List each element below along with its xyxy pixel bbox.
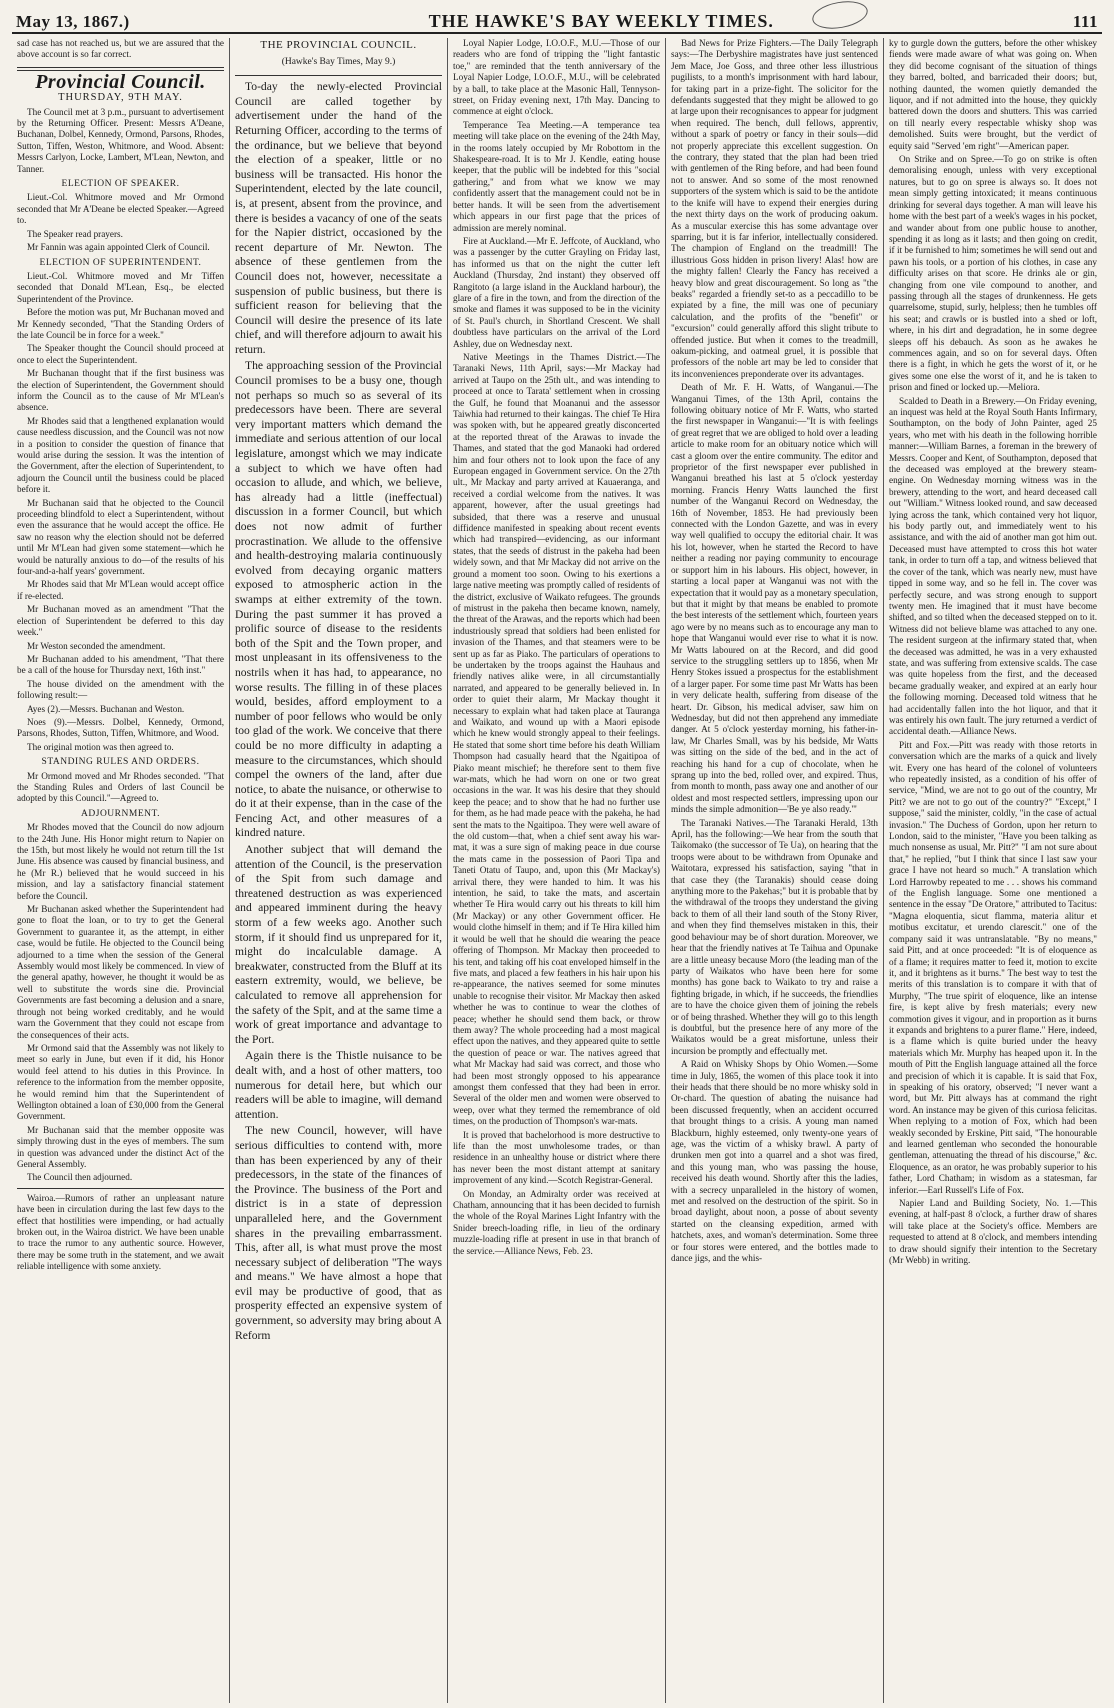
column-3 [448, 38, 666, 1703]
paragraph: The Speaker thought the Council should proceed at once to elect the Superintendent. [17, 343, 224, 365]
paragraph-whisky-raid-continued: ky to gurgle down the gutters, before the other whiskey fiends were made aware of what was going on. When they did become cognisant of the situation of things they barred, bolted, and barricaded their doors; but, nothing daunted, the women quietly demanded the liquor, and if not admitted into the house, they quickly battered down the doors and shutters. This was carried on till nearly every respectable whisky shop was demolished. Suits were brought, but the verdict of equity said "Served 'em right"—American paper. [889, 38, 1097, 151]
divider [17, 1188, 224, 1189]
paragraph: Mr Rhodes said that Mr M'Lean would accept office if re-elected. [17, 579, 224, 601]
paragraph-admiralty-order: On Monday, an Admiralty order was received at Chatham, announcing that it has been decided to furnish the whole of the Royal Marines Light Infantry with the Snider breech-loading rifle, in lieu of the ordinary muzzle-loading rifle at present in use in that branch of the service.—Alliance News, Feb. 23. [453, 1188, 660, 1256]
paragraph: Lieut.-Col. Whitmore moved and Mr Ormond seconded that Mr A'Deane be elected Speaker.—Agreed to. [17, 192, 224, 226]
paragraph-pitt-and-fox: Pitt and Fox.—Pitt was ready with those retorts in conversation which are the marks of a quick and lively wit. Every one has heard of the colonel of volunteers who repeatedly insisted, as a condition of his offer of service, "Mind, we are not to go out of the country, Mr Pitt? we are not to go out of the country?" "Except," I suppose," said the minister, coldly, "in the case of actual invasion." The Duchess of Gordon, upon her return to London, said to the minister, "Have you been talking as much nonsense as usual, Mr. Pitt?" "I am not sure about that," he replied, "but I think that since I last saw your grace I have not heard so much." A translation which Lord Harrowby repeated to me . . . shows his command of the English language. Some one mentioned a sentence in the essay "De Oratore," attributed to Tacitus: "Magna eloquentia, sicut flamma, materia alitur et motibus excitatur, et urendo clarescit." one of the company said it was untranslatable. "By no means," said Pitt, and at once proceeded: "It is of eloquence as of a flame; it requires matter to feed it, motion to excite it, and it brightens as it burns." The best way to test the merits of this translation is to compare it with that of Murphy, "The true spirit of eloquence, like an intense fire, is kept alive by fresh materials; every new commotion gives it vigour, and in proportion as it burns it expands and brightens to a purer flame." Here, indeed, is a flame which is quite buried under the heavy materials which Mr. Murphy has heaped upon it. In the mouth of Pitt the English language attained all the force and precision of which it is capable. It is said that Fox, in speaking of his oratory, observed; "I never want a word, but Mr. Pitt always has at command the right word. An instance may be given of this curiosa felicitas. When replying to a motion of Fox, which had been weakly seconded by Erskine, Pitt said, "The honourable and learned gentleman who seconded the honourable gentleman, attenuating the thread of his discourse," &c. Eloquence, as an orator, he was probably superior to his father, Lord Chatham; in wisdom as a statesman, far inferior.—Earl Russell's Life of Fox. [889, 739, 1097, 1195]
issue-date: May 13, 1867.) [16, 12, 130, 31]
paragraph: Mr Weston seconded the amendment. [27, 640, 166, 651]
paragraph: Mr Fannin was again appointed Clerk of Council. [27, 242, 210, 253]
paragraph: Mr Ormond moved and Mr Rhodes seconded. "That the Standing Rules and Orders of last Council be adopted by this Council."—Agreed to. [17, 770, 224, 804]
paragraph-on-strike: On Strike and on Spree.—To go on strike is often demoralising enough, unless with very exceptional natures, but to go on spree is always so. It does not mean simply getting intoxicated; it means continuous drinking for several days together. A man will leave his home with the best part of a week's wages in his pocket, and wander about from one public house to another, spending it as long as it lasts; and then going on credit, if it be furnished to him; sometimes he will send out and pawn his tools, or a portion of his clothes, in case any difficulty arises on that score. He drinks ale or gin, changing from one vile compound to another, and passing through all the stages of drunkenness. He gets quarrelsome, stupid, surly, helpless; then he tumbles off his seat; and crawls or is bustled into a shed or loft, where, in his dirt and degradation, he in some degree sleeps off his debauch. As soon as he awakes he commences again, and so on for several days. Often there is a fight, in which he gets the worst of it, or he gives some one else the worst of it, and he is taken to prison and fined or locked up.—Meliora. [889, 154, 1097, 393]
paragraph: Lieut.-Col. Whitmore moved and Mr Tiffen seconded that Donald M'Lean, Esq., be elected Superintendent of the Province. [17, 270, 224, 304]
paragraph: The house divided on the amendment with the following result:— [17, 678, 224, 701]
section-heading-provincial-council: Provincial Council. [35, 70, 206, 93]
newspaper-title: THE HAWKE'S BAY WEEKLY TIMES. [428, 11, 774, 31]
paragraph-native-meetings: Native Meetings in the Thames District.—The Taranaki News, 11th April, says:—Mr Mackay had arrived at Taupo on the 25th ult., and was intending to proceed at once to Tarata' settlement when in crossing the Gulf, he found that Moananui and the assessor Taiwhia had returned to their kaingas. The chief Te Hira was spoken with, but he appeared greatly disconcerted at the reported threat of the Arawas to invade the Thames, and stated that the god Manaoki had ordered him and four others not to look upon the face of any European engaged in Government service. On the 27th ult., Mr Mackay and party arrived at Kauaeranga, and received a cordial welcome from the natives. It was apparent, however, after the usual greetings had subsided, that there was a reserve and unusual diffidence manifested in speaking about recent events which had transpired—evidencing, as our informant states, that the seeds of distrust in the pakeha had been widely sown, and that Mr Mackay did not arrive on the ground a moment too soon. Owing to his exertions a large native meeting was promptly called of residents of the district, exclusive of Waikato refugees. The grounds of mistrust in the pakeha then became known, namely, the threat of the Arawas, and the reports which had been industriously spread that soldiers had been enlisted for invasion of the Thames, and that steamers were to be sent up as far as Piako. The particulars of operations to be undertaken by the troops against the Hauhaus and friendly natives alike were, in all circumstantially narrated, and appeared to be generally believed in. In order to quiet their alarm, Mr Mackay thought it necessary to explain what had taken place at Tauranga and Waikato, and wound up with a Maori episode which he knew would strongly appeal to their feelings. He stated that some short time before his death William Thompson had casually heard that the Ngaitipoa of Piako meant mischief; he therefore sent to them five war-mats, which he had worn on one or two great occasions in the war. It was his desire that they should keep the peace; and to show that he had no further use for them, as he had made peace with the pakeha, he had sent the mats to the Ngaitipoa. They were well aware of the old custom—that, when a chief sent away his war-mat, it was a sure sign of making peace in due course the mats came in the possession of Paori Tipa and Taneti Otatu of Taupo, and, upon this (Mr Mackay's) arrival there, they were handed to him. It was his intention, he said, to take the mats, and ascertain whether Te Hira would carry out his threats to kill him (Mr Mackay) or any other Government officer. He would clothe himself in them; and if Te Hira killed him it would be well that he should die wearing the peace offering of Thompson. Mr Mackay then proceeded to his tent, and taking off his coat enveloped himself in the five mats, and placed a few feathers in his hair upon his re-appearance, the natives seemed for some minutes unable to recognise their visitor. Mr Mackay then asked whether he was to continue to wear the clothes of peace; whether he should send them back, or throw them away? The whole proceeding had a most magical effect upon the natives, and they appeared quite to settle the question of peace or war. The natives agreed that what Mr Mackay had said was correct, and those who had been most strongly opposed to his appearance amongst them confessed that they had been in error. Several of the older men and women were observed to weep, over what they termed the remembrance of old times, on the production of Thompson's war-mats. [453, 351, 660, 1127]
paragraph-building-society: Napier Land and Building Society, No. 1.—This evening, at half-past 8 o'clock, a further draw of shares will take place at the Society's office. Members are requested to attend at 8 o'clock, and members intending to draw should signify their intention to the Secretary (Mr Webb) in writing. [889, 1198, 1097, 1266]
paragraph: Mr Buchanan asked whether the Superintendent had gone to float the loan, or to try to get the General Government to guarantee it, as the attempt, in either case, would be futile. He objected to the Council being adjourned to a time when the session of the General Assembly would most likely be commenced. In view of the general apathy, however, he thought it would be as well to substitute the words sine die. Provincial Governments are fast becoming a delusion and a snare, through not being worked creditably, and he would warn the Government that they could not escape from the consequences of their acts. [17, 904, 224, 1040]
paragraph: Mr Rhodes moved that the Council do now adjourn to the 24th June. His Honor might return to Napier on the 15th, but most likely he would not return till the 1st June. His absence was caused by financial business, and he (Mr R.) believed that he would succeed in his mission, and lay a satisfactory financial statement before the Council. [17, 822, 224, 901]
column-2 [230, 38, 448, 1703]
paragraph: The original motion was then agreed to. [27, 741, 174, 752]
paragraph-fire-at-auckland: Fire at Auckland.—Mr E. Jeffcote, of Auckland, who was a passenger by the cutter Grayling on Friday last, has informed us that on the night the cutter left Auckland (Thursday, 2nd instant) they observed off Rangitoto (a large island in the Auckland harbour), the glare of a fire in the town, and from the direction of the smoke and flames it was supposed to be in the vicinity of St. Paul's church, in Shortland Crescent. We shall doubtless have particulars on the arrival of the Lord Ashley, due on Wednesday next. [453, 235, 660, 349]
paragraph-death-of-watts: Death of Mr. F. H. Watts, of Wanganui.—The Wanganui Times, of the 13th April, contains the following obituary notice of Mr F. Watts, who started the first newspaper in Wanganui:—"It is with feelings of great regret that we are obliged to hold over a leading article to make room for an obituary notice which will cast a gloom over the entire community. The editor and proprietor of the first newspaper ever published in Wanganui breathed his last at 5 o'clock yesterday morning. Francis Henry Watts launched the first number of the Wanganui Record on Wednesday, the 16th of November, 1853. He had previously been connected with the London Gazette, and was in every way well qualified to occupy the editorial chair. It was his lot, however, when he started the Record to have neither a reading nor paying community to encourage or support him in his labours. His object, however, in starting a local paper at Wanganui was not with the expectation that it would pay as a monetary speculation, but that it might by that means be enabled to promote the best interests of the settlement which, fourteen years ago were by no means such as to encourage any man to hope that Wanganui would ever rise to what it is now. Mr Watts laboured on at the Record, and did good service to the struggling settlers up to 1856, when Mr Henry Stokes issued a prospectus for the establishment of a larger paper. For some time past Mr Watts has been in very delicate health, suffering from disease of the heart. Dr. Gibson, his medical adviser, saw him on Wednesday, but did not then apprehend any immediate danger. At 5 o'clock yesterday morning, his father-in-law, Mr Charles Small, was by his bedside, Mr Watts was sitting on the side of the bed, and in the act of reaching his hand for a cup of chocolate, when he sprang up into the bed, rolled over, and expired. Thus, from month to month, pass away one and another of our oldest and most respected settlers, impressing upon our minds the simple admonition—'Be ye also ready.'" [671, 382, 878, 815]
paragraph: Noes (9).—Messrs. Dolbel, Kennedy, Ormond, Parsons, Rhodes, Sutton, Tiffen, Whitmore, and Wood. [17, 716, 224, 739]
divider [235, 75, 442, 76]
paragraph: Mr Buchanan thought that if the first business was the election of Superintendent, the Government should inform the Council as to the cause of Mr M'Lean's absence. [17, 368, 224, 413]
paragraph-scalded-to-death: Scalded to Death in a Brewery.—On Friday evening, an inquest was held at the Royal South Hants Infirmary, Southampton, on the body of John Painter, aged 25 years, who met with his death in the following horrible manner:—William Barnes, a foreman in the brewery of Messrs. Cooper and Kent, of Southampton, deposed that the deceased was employed at the brewery steam-engine. On Wednesday morning witness was in the brewery, attending to the wort, and heard deceased call out "William." Witness looked round, and saw deceased lying across the tank, which contained very hot liquor, his body partly out, and immediately went to his assistance, and with the aid of another man got him out. Deceased must have attempted to cross this hot water tank, in order to turn off a tap, and witness believed that the cover of the tank, which was nearly new, must have tipped in some way, and so he fell in. The cover was perfectly secure, and was strong enough to support twenty men. He imagined that it must have become shifted, and so tilted when the deceased stepped on to it. Witness did not believe blame was attached to any one. The resident surgeon at the infirmary stated that, when the deceased was admitted, he was in a very exhausted state, and was suffering from extensive scalds. The case was quite hopeless from the first, and the deceased became gradually weaker, and expired at an early hour the following morning. Deceased told witness that he had accidentally fallen into the hot liquor, and that it was entirely his own fault. The jury returned a verdict of accidental death.—Alliance News. [889, 395, 1097, 737]
subheading-election-of-speaker: ELECTION OF SPEAKER. [61, 179, 180, 190]
article-columns [12, 38, 1102, 1703]
paragraph: Mr Buchanan said that he objected to the Council proceeding blindfold to elect a Superintendent, without even the assurance that he would accept the office. He saw no reason why the election should not be deferred until Mr M'Lean had given some statement—which he would be naturally anxious to do—of the results of his four-and-a-half years' government. [17, 497, 224, 577]
paragraph: Mr Buchanan moved as an amendment "That the election of Superintendent be deferred to this day week." [17, 604, 224, 638]
subheading-adjournment: ADJOURNMENT. [81, 808, 160, 819]
paragraph: Ayes (2).—Messrs. Buchanan and Weston. [27, 703, 185, 714]
intro-paragraph: sad case has not reached us, but we are assured that the above account is so far correct. [17, 38, 224, 60]
paragraph: Mr Buchanan said that the member opposite was simply throwing dust in the eyes of members. The sum in question was advanced under the distinct Act of the General Assembly. [17, 1124, 224, 1169]
paragraph: The Speaker read prayers. [27, 228, 123, 239]
library-stamp-icon [810, 0, 870, 33]
masthead [12, 6, 1102, 34]
paragraph-prize-fighters: Bad News for Prize Fighters.—The Daily Telegraph says:—The Derbyshire magistrates have just sentenced Jem Mace, Joe Goss, and three other less illustrious pugilists, to a month's imprisonment with hard labour, for taking part in a prize-fight. The solicitor for the defendants suggested that they might be allowed to go at large upon their recognisances to appear for judgment when required. The bench, dull fellows, apprentiv, without a spark of poetry or fancy in their souls—did not properly appreciate this excellent suggestion. On the contrary, they stated that the plan had been tried with gentlemen of the Ring before, and had been found not to answer. And so some of the most renowned supporters of the system which is said to be the antidote to the knife will have to expend their energies during the next thirty days on the work of producing oakum. As a muscular exercise this has some advantage over sparring, but it is far inferior, intellectually considered. The champion of England on the treadmill! The illustrious Goss hidden in prison livery! Alas! how are the mighty fallen! Clearly the Fancy has received a heavy blow and great discouragement. So long as "the beaks" regarded a friendly set-to as a peccadillo to be expiated by a fine, the mill was one of pecuniary calculation, and the profits of the "benefit" or "excursion" could generally afford this slight tribute to offended justice. But when it comes to the treadmill, oakum-picking, and oatmeal gruel, it is possible that professors of the noble art may be led to consider that its inconveniences preponderate over its advantages. [671, 38, 878, 379]
paragraph: The new Council, however, will have serious difficulties to contend with, more than has been experienced by any of their predecessors, in the state of the finances of the Province. The business of the Port and district is in a state of depression unparalleled here, and the Government shares in the prevailing embarrassment. This, after all, is what must prove the most necessary subject of deliberation "The ways and means." We have almost a hope that evil may be productive of good, that as prosperity effected an expensive system of government, so adversity may bring about A Reform [235, 1124, 442, 1342]
paragraph: Again there is the Thistle nuisance to be dealt with, and a host of other matters, too numerous for detail here, but which our readers will be able to imagine, will demand attention. [235, 1049, 442, 1121]
column-4 [666, 38, 884, 1703]
paragraph-wairoa: Wairoa.—Rumors of rather an unpleasant nature have been in circulation during the last few days to the effect that hostilities were impending, or had actually broken out, in the Wairoa district. We have been unable to trace the rumor to any authentic source. However, there may be some truth in the statement, and we await reliable intelligence with some anxiety. [17, 1192, 224, 1272]
subheading-election-of-superintendent: ELECTION OF SUPERINTENDENT. [39, 257, 202, 268]
editorial-heading: THE PROVINCIAL COUNCIL. [260, 39, 417, 51]
paragraph: The approaching session of the Provincial Council promises to be a busy one, though not perhaps so much so as several of its predecessors have been. There are several very important matters which demand the immediate and serious attention of our local legislature, amongst which we may indicate a subject to which we have often had occasion to allude, and which, we believe, has already had a little (ineffectual) discussion in a former Council, but which does not now admit of further procrastination. We allude to the offensive and health-destroying malaria continuously evolved from decaying organic matters exposed to atmospheric action in the swamps at either extremity of the town. During the past summer it has proved a prolific source of disease to the residents both of the Spit and the Town proper, and most unpleasant in its offensiveness to the nostrils when it has had, to appearance, no worse results. The filling in of these places would, besides, afford employment to a number of poor fellows who would be only too glad of the work. We conceive that there could be no more difficulty in adapting a measure to the circumstances, which should compel the owners of the land, after due notice, to abate the nuisance, or otherwise to do it at their expense, than in the case of the Fencing Act, and other measures of a kindred nature. [235, 359, 442, 840]
paragraph: Mr Buchanan added to his amendment, "That there be a call of the house for Thursday next, 16th inst." [17, 653, 224, 676]
page-number: 111 [1072, 12, 1098, 31]
paragraph: To-day the newly-elected Provincial Council are called together by advertisement under the hand of the Returning Officer, according to the terms of the ordinance, but we believe that beyond the election of a speaker, little or no business will be transacted. His honor the Superintendent, elected by the late council, is, at present, absent from the province, and there is besides a vacancy of one of the seats for the Napier district, occasioned by the recent departure of Mr. Newton. The absence of these gentlemen from the Council does not, however, necessitate a suspension of public business, but there is sufficient reason for believing that the Council will desire the presence of its late chief, and will therefore adjourn to await his return. [235, 80, 442, 356]
paragraph: Mr Ormond said that the Assembly was not likely to meet so early in June, but even if it did, his Honor would feel attend to his duties in this Province. In reference to the information from the member opposite, he would remind him that the Superintendent of Wellington obtained a loan of £30,000 from the General Government. [17, 1042, 224, 1122]
session-date: THURSDAY, 9TH MAY. [58, 92, 183, 104]
paragraph: Mr Rhodes said that a lengthened explanation would cause needless discussion, and the Council was not now in a position to consider the question of finance that would arise during the session. It was the intention of the Government, after the election of Superintendent, to adjourn the Council until the business could be placed before it. [17, 415, 224, 495]
paragraph: The Council then adjourned. [27, 1172, 133, 1183]
editorial-byline: (Hawke's Bay Times, May 9.) [281, 56, 396, 67]
subheading-standing-rules: STANDING RULES AND ORDERS. [41, 757, 200, 768]
paragraph: Before the motion was put, Mr Buchanan moved and Mr Kennedy seconded, "That the Standing Orders of the late Council be in force for a week." [17, 307, 224, 340]
column-5 [884, 38, 1102, 1703]
paragraph: Another subject that will demand the attention of the Council, is the preservation of the Spit from such damage and threatened destruction as was experienced and appeared imminent during the heavy storm of a few weeks ago. Another such storm, if it should find us unprepared for it, might do incalculable damage. A breakwater, constructed from the Bluff at its eastern extremity, would, we believe, be calculated to remove all apprehension for the safety of the Spit, and at the same time a work of great importance and advantage to the Port. [235, 843, 442, 1046]
paragraph-bachelorhood: It is proved that bachelorhood is more destructive to life than the most unwholesome trades, or than residence in an unhealthy house or district where there has never been the most distant attempt at sanitary improvement of any kind.—Scotch Registrar-General. [453, 1129, 660, 1186]
paragraph: The Council met at 3 p.m., pursuant to advertisement by the Returning Officer. Present: Messrs A'Deane, Buchanan, Dolbel, Kennedy, Ormond, Parsons, Rhodes, Sutton, Tiffen, Weston, Whitmore, and Wood. Absent: Messrs Carlyon, Locke, Lambert, M'Lean, Newton, and Tanner. [17, 106, 224, 174]
paragraph-whisky-raid: A Raid on Whisky Shops by Ohio Women.—Some time in July, 1865, the women of this place took it into their heads that there should be no more whisky sold in Or-chard. The question of abating the nuisance had been discussed frequently, when an accident occurred that brought things to a crisis. A young man named Blackburn, highly esteemed, only twenty-one years of age, was the victim of a whisky brawl. A party of drunken men got into a quarrel and a shot was fired, and this young man, who was passing the house, received his death wound. Shortly after this the ladies, with a secrecy unparalleled in the history of women, met and resolved on the destruction of the spirit. So in broad daylight, about noon, a posse of about seventy started on the cleansing expedition, armed with hatchets, axes, and woman's determination. Some three or four stores were entered, and the bottles made to dance jigs, and the whis- [671, 1059, 878, 1264]
paragraph-loyal-napier-lodge: Loyal Napier Lodge, I.O.O.F., M.U.—Those of our readers who are fond of tripping the "light fantastic toe," are reminded that the tenth anniversary of the Loyal Napier Lodge, I.O.O.F., M.U., will be celebrated by a ball, to take place at the Masonic Hall, Tennyson-street, on Friday evening next, 17th May. Dancing to commence at eight o'clock. [453, 38, 660, 117]
paragraph-temperance-tea-meeting: Temperance Tea Meeting.—A temperance tea meeting will take place on the evening of the 24th May, in the rooms lately occupied by Mr Robottom in the Shakespeare-road. It is to Mr J. Kendle, eating house keeper, that the public will be indebted for this "social gathering," and from what we know we may confidently assert that the management could not be in better hands. It will be seen from the advertisement which appears in our first page that the prices of admission are merely nominal. [453, 119, 660, 233]
paragraph-taranaki-natives: The Taranaki Natives.—The Taranaki Herald, 13th April, has the following:—We hear from the south that Taikomako (the successor of Te Ua), on hearing that the troops were about to be withdrawn from Opunake and Waitotara, expressed his satisfaction, saying "that in that case they (the Taranakis) should cease doing anything more to the Pakehas;" but it is probable that by the withdrawal of the troops they understand the giving back to them of all their land south of the Stony River, and when they find themselves mistaken in this, their good behaviour may be of short duration. Moreover, we hear that the friendly natives at Te Taihua and Opunake are a little uneasy because Moro (the leading man of the party of Waikatos who have been here for some months) has gone back to Waikato to try and raise a fighting brigade, in which, if he succeeds, the friendlies are to have the choice given them of joining the rebels or of being thrashed. Whether they will go to this length is doubtful, but the presence here of any more of the Waikatos would be a great misfortune, unless their incursion be promptly and effectually met. [671, 817, 878, 1056]
column-1 [12, 38, 230, 1703]
